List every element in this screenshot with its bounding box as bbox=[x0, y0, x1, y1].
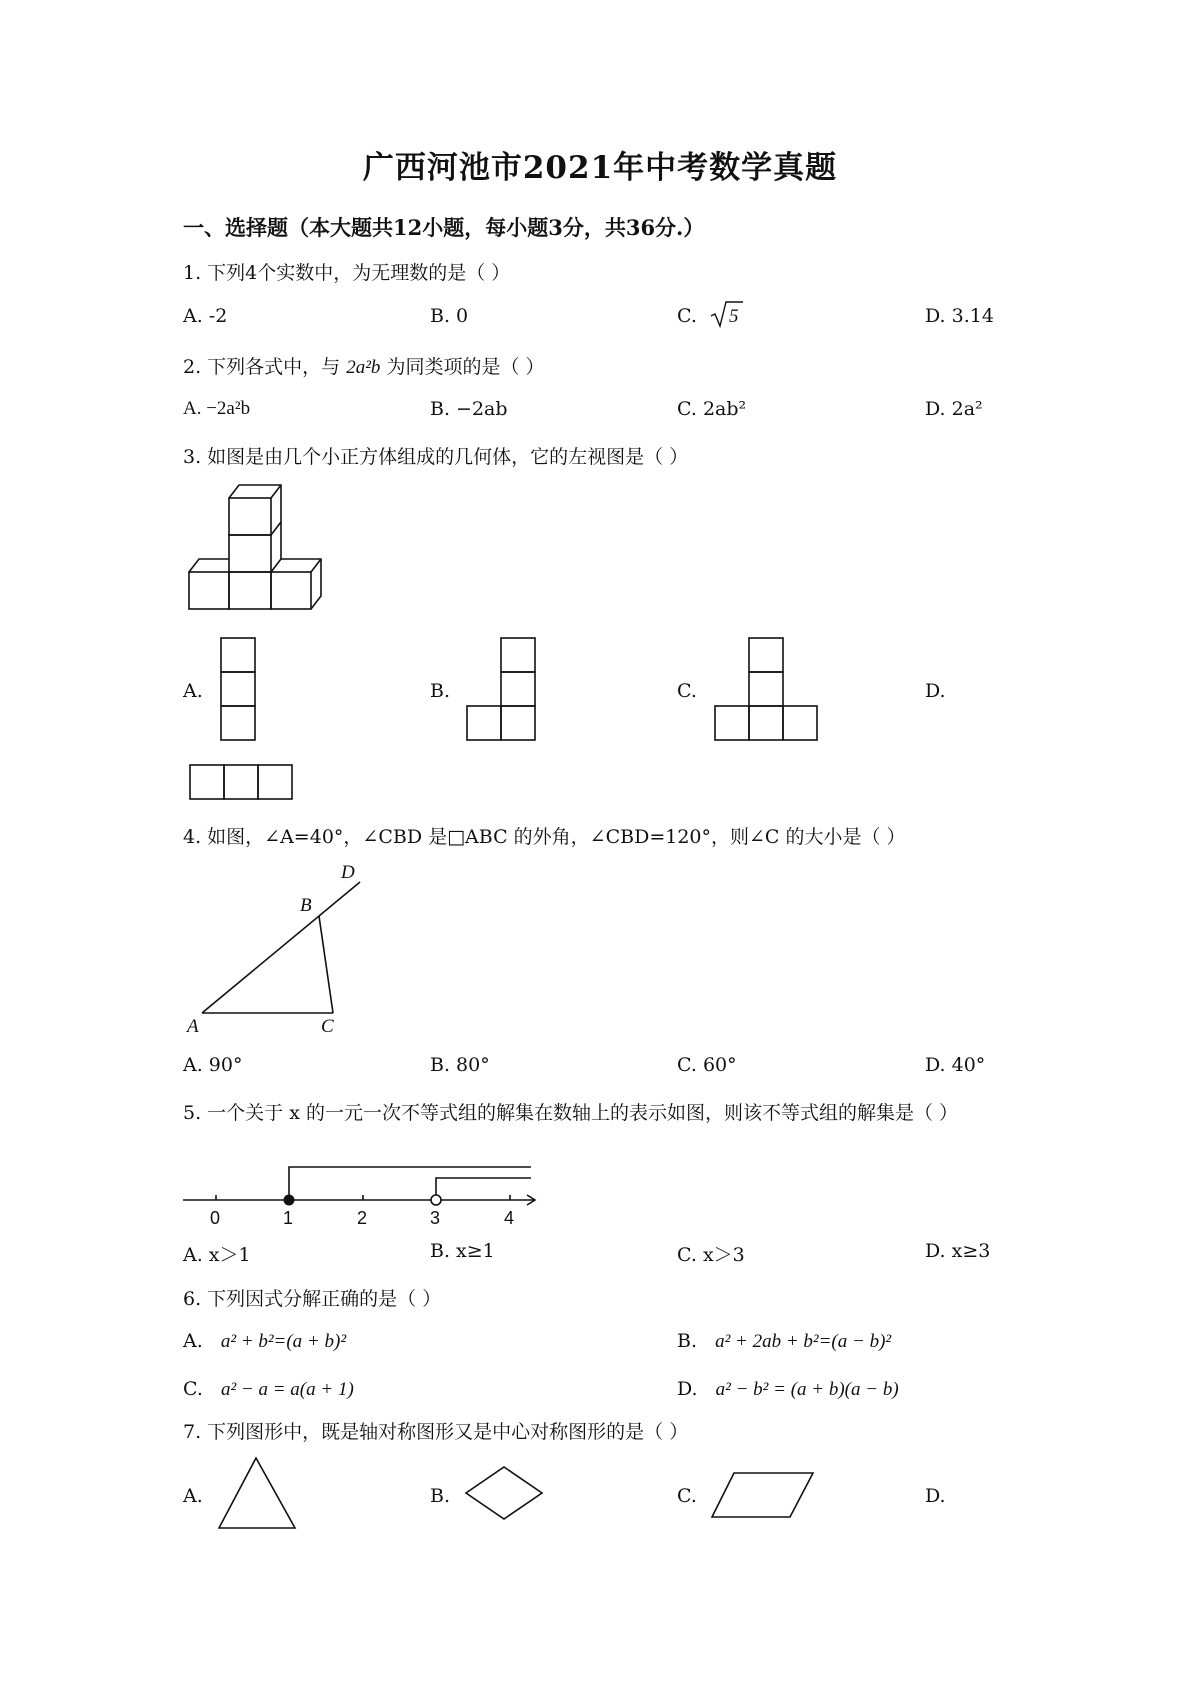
q2-stem-post: 为同类项的是（ ） bbox=[386, 356, 545, 378]
q4-option-a: A. 90° bbox=[183, 1054, 243, 1076]
q3-option-a-label: A. bbox=[183, 680, 203, 702]
q1-option-c-label: C. bbox=[677, 305, 697, 327]
q6-option-c-label: C. bbox=[183, 1378, 203, 1400]
tick-label-0: 0 bbox=[210, 1208, 221, 1228]
closed-dot-icon bbox=[284, 1195, 294, 1205]
q6-option-d-label: D. bbox=[677, 1378, 698, 1400]
tick-label-1: 1 bbox=[283, 1208, 294, 1228]
q2-option-d: D. 2a² bbox=[925, 398, 983, 420]
question-6-stem: 6. 下列因式分解正确的是（ ） bbox=[183, 1288, 442, 1310]
q1-option-b: B. 0 bbox=[430, 305, 469, 327]
q3-option-c-figure bbox=[712, 636, 822, 746]
q7-option-a-triangle bbox=[215, 1454, 299, 1532]
radical-sign-icon bbox=[709, 299, 743, 329]
q5-number-line bbox=[183, 1162, 543, 1232]
q3-cube-solid-figure bbox=[183, 482, 333, 617]
q6-option-b-expression: a² + 2ab + b²=(a − b)² bbox=[715, 1331, 892, 1352]
q3-option-b-figure bbox=[464, 636, 540, 746]
q5-option-d: D. x≥3 bbox=[925, 1240, 991, 1262]
q6-option-c-expression: a² − a = a(a + 1) bbox=[220, 1379, 354, 1400]
q3-option-d-figure bbox=[187, 762, 297, 804]
q7-option-c-parallelogram bbox=[708, 1468, 818, 1522]
q6-option-d-expression: a² − b² = (a + b)(a − b) bbox=[715, 1379, 899, 1400]
q6-option-d bbox=[677, 1378, 899, 1401]
q1-option-d: D. 3.14 bbox=[925, 305, 994, 327]
q1-option-a: A. -2 bbox=[183, 305, 228, 327]
question-1-stem: 1. 下列4个实数中，为无理数的是（ ） bbox=[183, 262, 511, 284]
open-dot-icon bbox=[431, 1195, 441, 1205]
question-4-stem: 4. 如图，∠A=40°，∠CBD 是□ABC 的外角，∠CBD=120°，则∠C 的大小是（ ） bbox=[183, 826, 906, 848]
q1-option-c bbox=[677, 305, 738, 328]
tick-label-2: 2 bbox=[357, 1208, 368, 1228]
q4-label-d: D bbox=[341, 862, 355, 883]
q5-option-a: A. x＞1 bbox=[183, 1244, 251, 1266]
q3-option-b-label: B. bbox=[430, 680, 451, 702]
q7-option-d-label: D. bbox=[925, 1485, 946, 1507]
q5-option-c: C. x＞3 bbox=[677, 1244, 745, 1266]
q2-option-b: B. −2ab bbox=[430, 398, 508, 420]
q4-triangle-figure bbox=[183, 860, 373, 1040]
q4-label-a: A bbox=[187, 1016, 199, 1037]
q6-option-a-label: A. bbox=[183, 1330, 203, 1352]
tick-label-4: 4 bbox=[504, 1208, 515, 1228]
q7-option-a-label: A. bbox=[183, 1485, 203, 1507]
tick-label-3: 3 bbox=[430, 1208, 441, 1228]
q5-option-b: B. x≥1 bbox=[430, 1240, 495, 1262]
q4-label-b: B bbox=[300, 895, 312, 916]
question-3-stem: 3. 如图是由几个小正方体组成的几何体，它的左视图是（ ） bbox=[183, 446, 689, 468]
q2-option-a: A. −2a²b bbox=[183, 398, 251, 419]
q6-option-b bbox=[677, 1330, 891, 1353]
q4-label-c: C bbox=[321, 1016, 334, 1037]
q2-option-c: C. 2ab² bbox=[677, 398, 747, 420]
q6-option-a bbox=[183, 1330, 346, 1353]
question-5-stem: 5. 一个关于 x 的一元一次不等式组的解集在数轴上的表示如图，则该不等式组的解集是（ ） bbox=[183, 1102, 959, 1124]
question-7-stem: 7. 下列图形中，既是轴对称图形又是中心对称图形的是（ ） bbox=[183, 1421, 689, 1443]
q2-stem-expression: 2a²b bbox=[346, 357, 381, 378]
q4-option-b: B. 80° bbox=[430, 1054, 490, 1076]
page-title: 广西河池市2021年中考数学真题 bbox=[362, 150, 838, 186]
section-heading: 一、选择题（本大题共12小题，每小题3分，共36分.） bbox=[183, 215, 705, 240]
q4-option-d: D. 40° bbox=[925, 1054, 986, 1076]
q6-option-c bbox=[183, 1378, 354, 1401]
q6-option-a-expression: a² + b²=(a + b)² bbox=[220, 1331, 347, 1352]
sqrt-expression bbox=[713, 305, 739, 328]
q2-stem-pre: 2. 下列各式中，与 bbox=[183, 356, 341, 378]
q3-option-a-figure bbox=[218, 636, 258, 746]
q7-option-b-rhombus bbox=[462, 1463, 546, 1523]
q4-option-c: C. 60° bbox=[677, 1054, 737, 1076]
radicand: 5 bbox=[728, 306, 739, 327]
q7-option-b-label: B. bbox=[430, 1485, 451, 1507]
q7-option-c-label: C. bbox=[677, 1485, 697, 1507]
question-2-stem bbox=[183, 352, 545, 379]
q6-option-b-label: B. bbox=[677, 1330, 698, 1352]
q3-option-c-label: C. bbox=[677, 680, 697, 702]
q3-option-d-label: D. bbox=[925, 680, 946, 702]
